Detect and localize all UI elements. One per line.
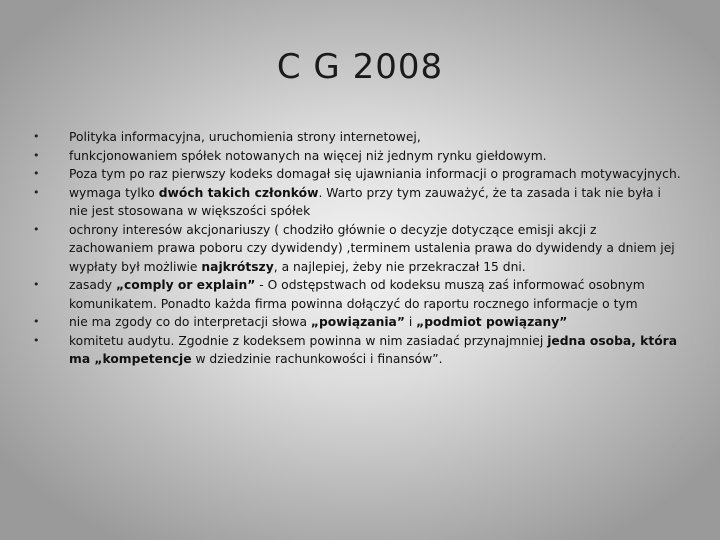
bullet-item	[33, 276, 683, 313]
bullet-item	[33, 128, 683, 147]
bullet-text: Poza tym po raz pierwszy kodeks domagał się ujawniania informacji o programach motywacyjnych.	[69, 167, 681, 181]
bullet-text-bold: „powiązania”	[310, 315, 405, 329]
bullet-text: komitetu audytu. Zgodnie z kodeksem powinna w nim zasiadać przynajmniej	[69, 333, 548, 348]
bullet-dot-icon: •	[33, 333, 40, 347]
bullet-list	[33, 128, 683, 369]
bullet-item	[33, 221, 683, 277]
bullet-text: wymaga tylko	[69, 185, 159, 200]
bullet-text: . Warto przy tym zauważyć, że ta zasada i tak nie była i nie jest stosowana w większości spółek	[69, 185, 661, 218]
bullet-item	[33, 184, 683, 221]
bullet-dot-icon: •	[33, 185, 40, 199]
bullet-text: ochrony interesów akcjonariuszy ( chodziło głównie o decyzje dotyczące emisji akcji z zachowaniem prawa poboru czy dywidendy) ,terminem ustalenia prawa do dywidendy a dniem jej wypłaty był możliwie	[69, 222, 675, 274]
bullet-dot-icon: •	[33, 278, 40, 291]
bullet-item	[33, 313, 683, 332]
bullet-text: funkcjonowaniem spółek notowanych na więcej niż jednym rynku giełdowym.	[69, 148, 547, 163]
bullet-text: - O odstępstwach od kodeksu muszą zaś informować osobnym komunikatem. Ponadto każda firma powinna dołączyć do raportu rocznego informacje o tym	[69, 278, 645, 311]
bullet-text: , a najlepiej, żeby nie przekraczał 15 dni.	[273, 259, 526, 274]
bullet-text: Polityka informacyjna, uruchomienia strony internetowej,	[69, 130, 421, 144]
bullet-text-bold: „comply or explain”	[115, 278, 256, 292]
bullet-text: i	[404, 315, 417, 329]
bullet-text: w dziedzinie rachunkowości i finansów”.	[191, 352, 443, 366]
bullet-text-bold: dwóch takich członków	[158, 185, 319, 200]
bullet-text-bold: jedna osoba, która ma „kompetencje	[69, 333, 678, 366]
bullet-text-bold: „podmiot powiązany”	[416, 315, 568, 329]
bullet-dot-icon: •	[33, 222, 40, 236]
bullet-item	[33, 165, 683, 184]
bullet-item	[33, 332, 683, 369]
bullet-dot-icon: •	[33, 315, 40, 328]
bullet-text: nie ma zgody co do interpretacji słowa	[69, 315, 311, 329]
slide-title: C G 2008	[276, 47, 444, 87]
bullet-item	[33, 147, 683, 166]
bullet-text: zasady	[69, 278, 116, 292]
bullet-dot-icon: •	[33, 148, 40, 162]
bullet-dot-icon: •	[33, 167, 40, 180]
bullet-text-bold: najkrótszy	[201, 259, 274, 274]
bullet-dot-icon: •	[33, 130, 40, 143]
